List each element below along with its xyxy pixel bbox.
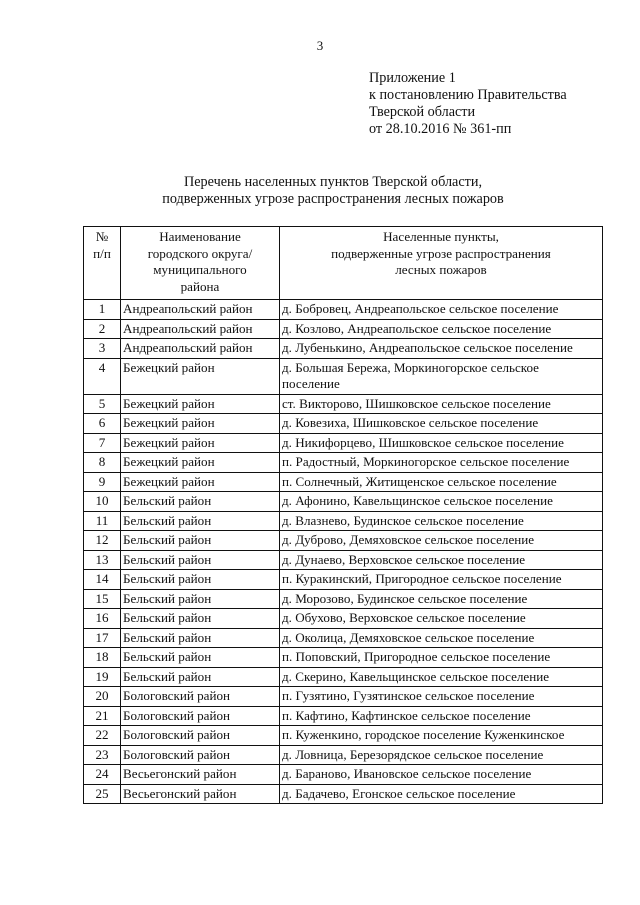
row-settlement: п. Куракинский, Пригородное сельское поселение [280,570,603,590]
row-settlement: п. Гузятино, Гузятинское сельское поселение [280,687,603,707]
title-line: Перечень населенных пунктов Тверской области, [184,174,482,190]
row-district: Бельский район [121,609,280,629]
row-number: 25 [84,784,121,804]
row-district: Андреапольский район [121,300,280,320]
row-district: Бельский район [121,648,280,668]
row-district: Андреапольский район [121,319,280,339]
row-settlement: д. Морозово, Будинское сельское поселение [280,589,603,609]
row-number: 19 [84,667,121,687]
appendix-line: Приложение 1 [369,70,456,86]
table-row [84,414,603,434]
row-number: 2 [84,319,121,339]
row-settlement: д. Бараново, Ивановское сельское поселение [280,765,603,785]
table-row [84,433,603,453]
row-district: Бологовский район [121,726,280,746]
header-settlements: Населенные пункты, подверженные угрозе распространения лесных пожаров [280,227,603,300]
row-number: 14 [84,570,121,590]
row-settlement: д. Ковезиха, Шишковское сельское поселение [280,414,603,434]
table-row [84,745,603,765]
row-settlement: п. Солнечный, Житищенское сельское поселение [280,472,603,492]
table-row [84,319,603,339]
row-district: Бельский район [121,667,280,687]
row-district: Бельский район [121,511,280,531]
row-settlement: д. Околица, Демяховское сельское поселение [280,628,603,648]
row-number: 6 [84,414,121,434]
row-number: 24 [84,765,121,785]
table-row [84,589,603,609]
page-number: 3 [316,38,324,53]
row-district: Бологовский район [121,706,280,726]
row-settlement: д. Обухово, Верховское сельское поселение [280,609,603,629]
table-row [84,358,603,394]
table-row [84,726,603,746]
row-number: 10 [84,492,121,512]
row-district: Весьегонский район [121,784,280,804]
table-row [84,667,603,687]
row-number: 23 [84,745,121,765]
row-district: Бельский район [121,570,280,590]
row-district: Бежецкий район [121,433,280,453]
row-district: Бежецкий район [121,394,280,414]
row-district: Бельский район [121,531,280,551]
row-number: 17 [84,628,121,648]
appendix-line: к постановлению Правительства [369,87,567,103]
row-number: 18 [84,648,121,668]
row-number: 9 [84,472,121,492]
row-number: 13 [84,550,121,570]
row-number: 12 [84,531,121,551]
row-settlement: д. Влазнево, Будинское сельское поселение [280,511,603,531]
row-number: 7 [84,433,121,453]
row-settlement: д. Бобровец, Андреапольское сельское поселение [280,300,603,320]
row-number: 3 [84,339,121,359]
row-number: 11 [84,511,121,531]
table-row [84,628,603,648]
row-number: 15 [84,589,121,609]
row-district: Андреапольский район [121,339,280,359]
table-row [84,570,603,590]
row-settlement: д. Афонино, Кавельщинское сельское поселение [280,492,603,512]
row-settlement: д. Дунаево, Верховское сельское поселение [280,550,603,570]
row-settlement: д. Скерино, Кавельщинское сельское поселение [280,667,603,687]
appendix-block [369,70,567,138]
table-row [84,453,603,473]
row-number: 22 [84,726,121,746]
row-settlement: д. Никифорцево, Шишковское сельское поселение [280,433,603,453]
row-number: 4 [84,358,121,394]
table-row [84,300,603,320]
row-district: Бологовский район [121,745,280,765]
settlements-table [83,226,603,804]
row-district: Бежецкий район [121,414,280,434]
row-district: Весьегонский район [121,765,280,785]
table-row [84,339,603,359]
table-row [84,511,603,531]
row-number: 20 [84,687,121,707]
table-row [84,531,603,551]
table-header-row [84,227,603,300]
table-row [84,648,603,668]
header-number: № п/п [84,227,121,300]
row-settlement: п. Куженкино, городское поселение Куженкинское [280,726,603,746]
header-district: Наименование городского округа/ муниципального района [121,227,280,300]
row-settlement: ст. Викторово, Шишковское сельское поселение [280,394,603,414]
table-row [84,687,603,707]
row-settlement: д. Дуброво, Демяховское сельское поселение [280,531,603,551]
row-district: Бежецкий район [121,358,280,394]
table-row [84,609,603,629]
row-district: Бельский район [121,628,280,648]
row-number: 5 [84,394,121,414]
row-settlement: п. Радостный, Моркиногорское сельское поселение [280,453,603,473]
row-settlement: д. Козлово, Андреапольское сельское поселение [280,319,603,339]
row-district: Бельский район [121,492,280,512]
row-number: 21 [84,706,121,726]
table-row [84,550,603,570]
table-row [84,784,603,804]
row-district: Бельский район [121,589,280,609]
row-settlement: д. Ловница, Березорядское сельское поселение [280,745,603,765]
row-settlement: п. Кафтино, Кафтинское сельское поселение [280,706,603,726]
row-number: 1 [84,300,121,320]
table-row [84,492,603,512]
row-district: Бежецкий район [121,472,280,492]
appendix-date-line: от 28.10.2016 № 361-пп [369,121,512,137]
appendix-line: Тверской области [369,104,476,120]
title-line: подверженных угрозе распространения лесных пожаров [162,191,504,207]
row-settlement: д. Лубенькино, Андреапольское сельское поселение [280,339,603,359]
row-district: Бежецкий район [121,453,280,473]
table-row [84,706,603,726]
row-number: 16 [84,609,121,629]
row-settlement: д. Большая Бережа, Моркиногорское сельское поселение [280,358,603,394]
row-settlement: д. Бадачево, Егонское сельское поселение [280,784,603,804]
row-district: Бельский район [121,550,280,570]
row-number: 8 [84,453,121,473]
table-row [84,765,603,785]
row-settlement: п. Поповский, Пригородное сельское поселение [280,648,603,668]
table-row [84,472,603,492]
document-title [0,174,640,208]
row-district: Бологовский район [121,687,280,707]
table-row [84,394,603,414]
